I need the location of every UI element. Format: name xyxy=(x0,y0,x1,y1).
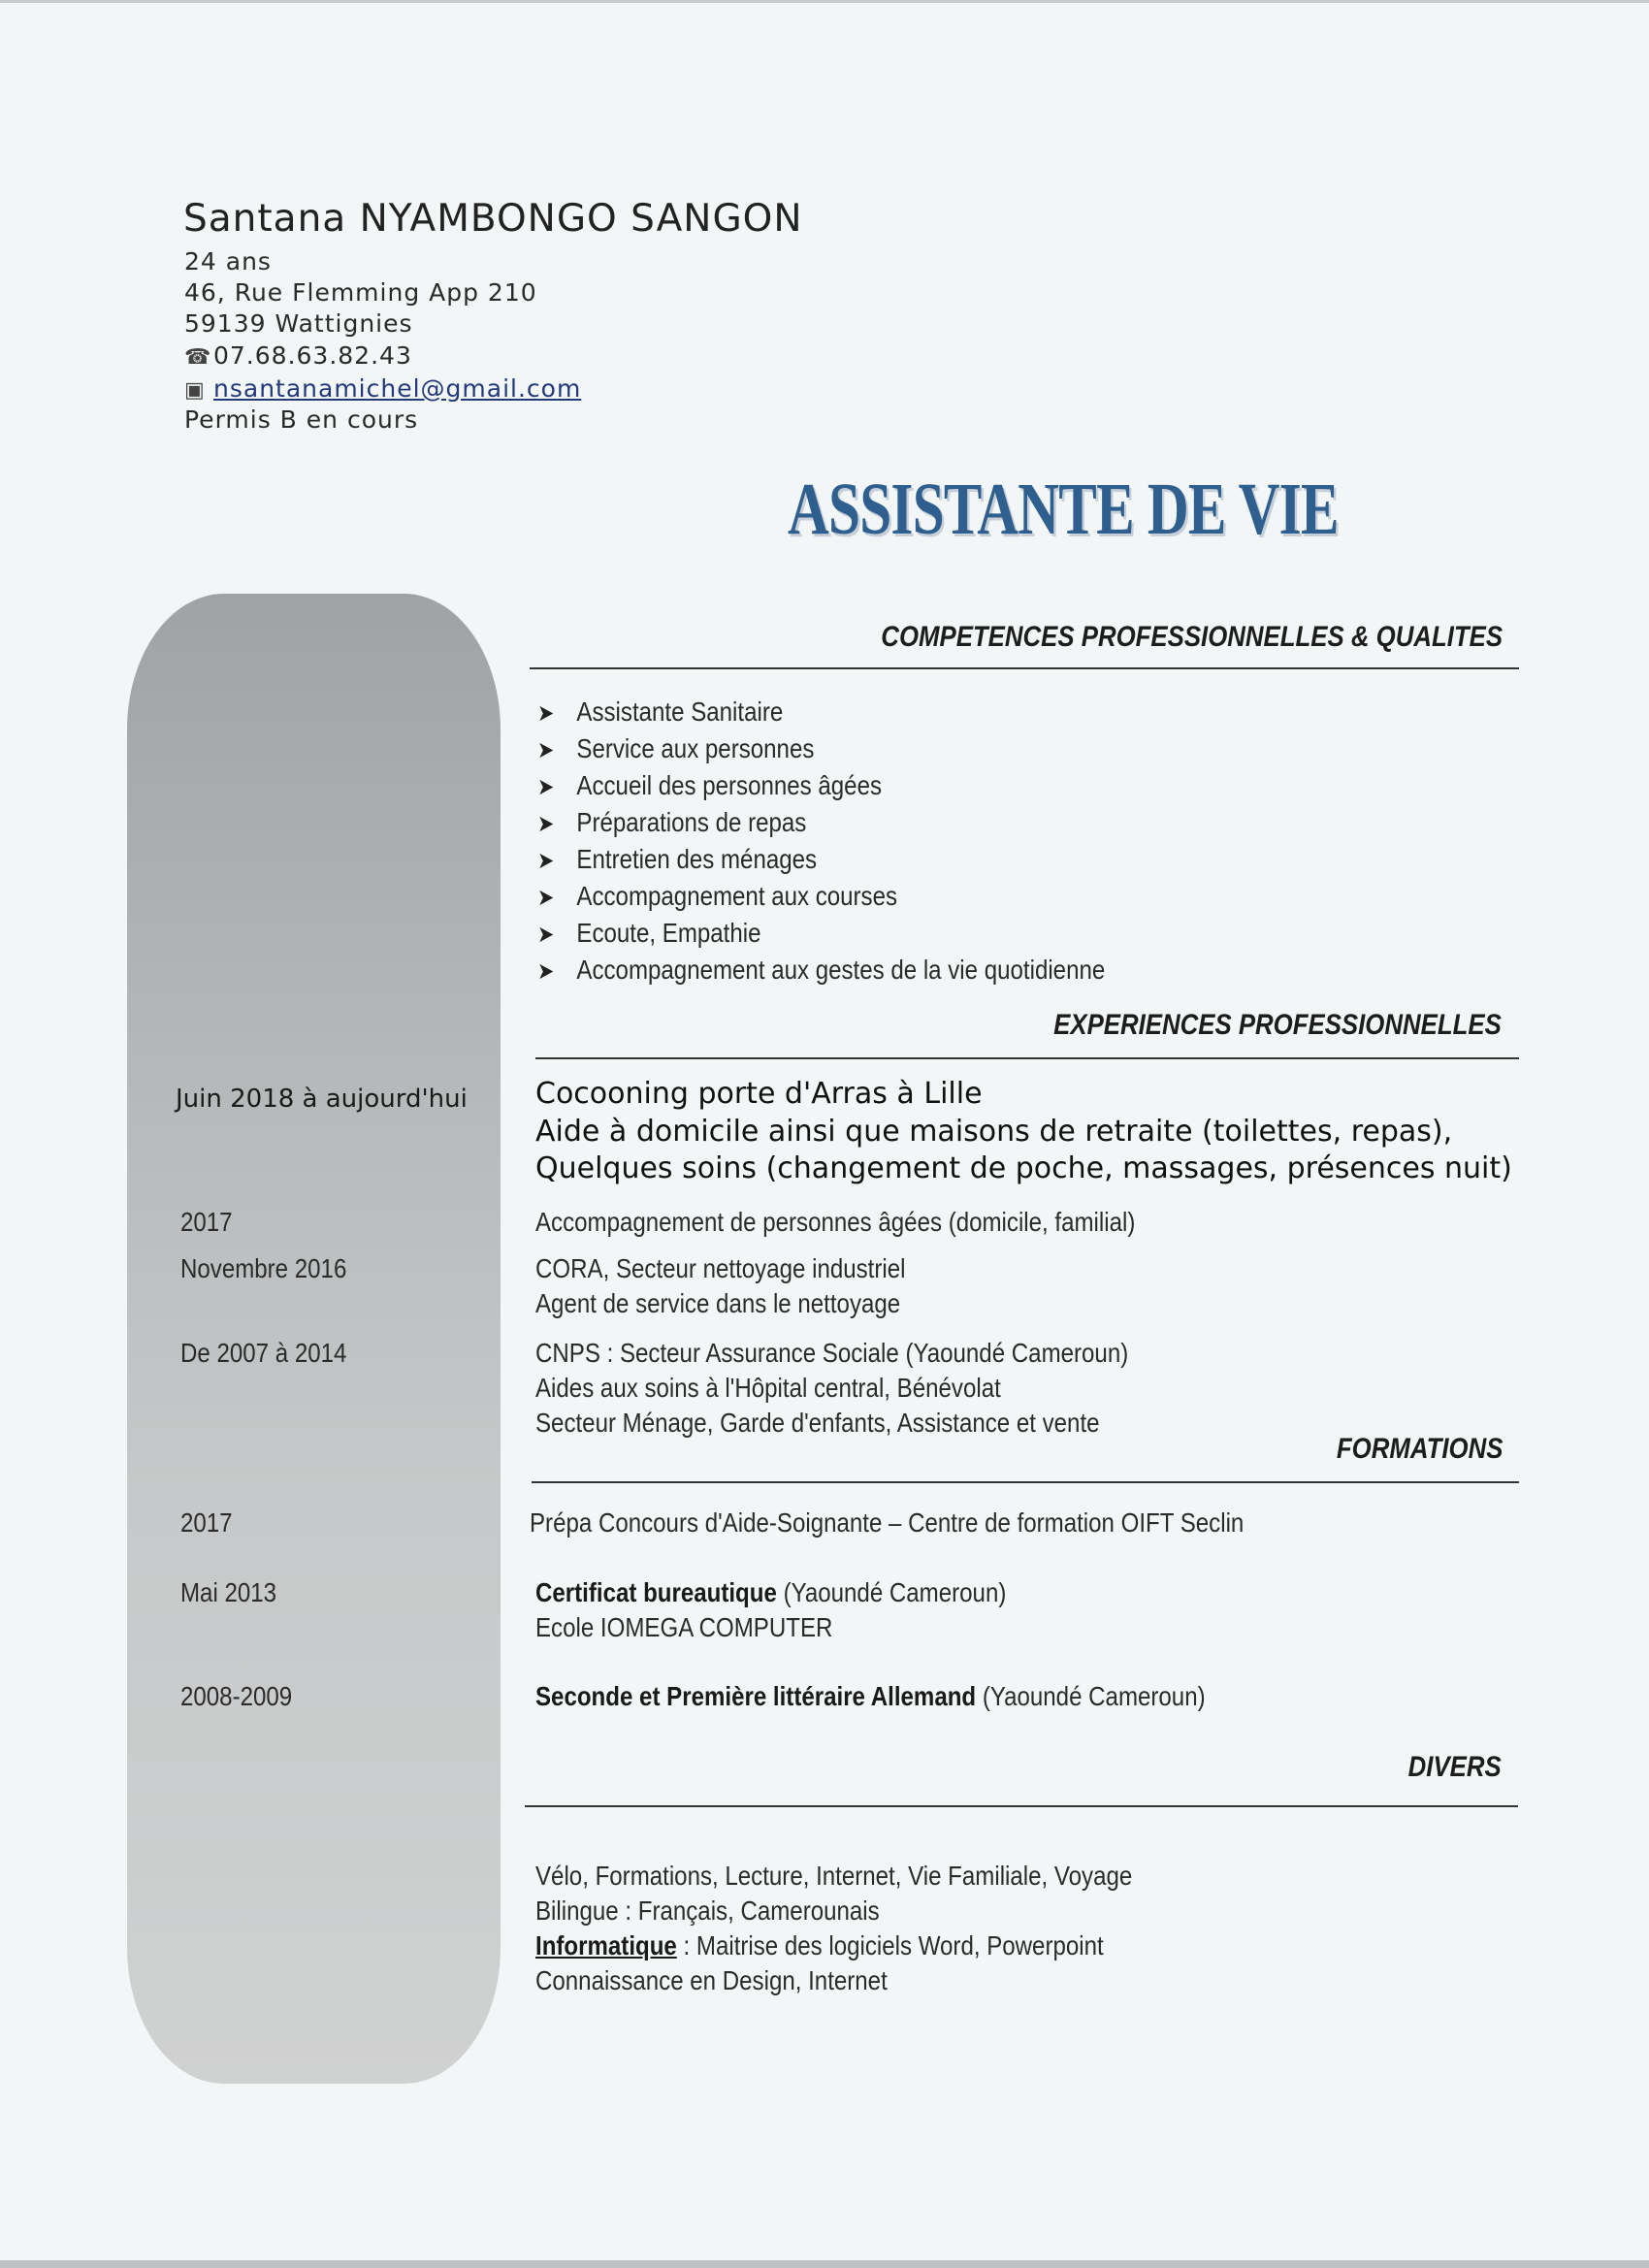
arrow-bullet-icon: ➤ xyxy=(537,774,555,800)
experience-line: Aides aux soins à l'Hôpital central, Bénévolat xyxy=(535,1373,1001,1403)
formation-detail: (Yaoundé Cameroun) xyxy=(976,1681,1206,1711)
divers-line: Connaissance en Design, Internet xyxy=(535,1965,888,1995)
divers-divider xyxy=(525,1805,1518,1807)
divers-heading: DIVERS xyxy=(1407,1751,1502,1783)
experience-divider xyxy=(535,1057,1519,1059)
experience-line: Secteur Ménage, Garde d'enfants, Assistance et vente xyxy=(535,1408,1100,1438)
phone-number: 07.68.63.82.43 xyxy=(213,341,412,370)
divers-line xyxy=(535,1930,1104,1961)
arrow-bullet-icon: ➤ xyxy=(537,737,555,763)
experience-line: Cocooning porte d'Arras à Lille xyxy=(535,1077,983,1111)
experience-line: Aide à domicile ainsi que maisons de retraite (toilettes, repas), xyxy=(535,1115,1453,1149)
arrow-bullet-icon: ➤ xyxy=(537,922,555,948)
email-link[interactable]: nsantanamichel@gmail.com xyxy=(213,374,582,403)
phone-row xyxy=(184,341,412,370)
arrow-bullet-icon: ➤ xyxy=(537,848,555,874)
list-item: ➤ Préparations de repas xyxy=(537,805,1105,842)
skills-heading: COMPETENCES PROFESSIONNELLES & QUALITES xyxy=(881,621,1503,653)
job-title: ASSISTANTE DE VIE xyxy=(788,469,1339,550)
candidate-name: Santana NYAMBONGO SANGON xyxy=(183,197,803,241)
arrow-bullet-icon: ➤ xyxy=(537,700,555,727)
formation-title: Certificat bureautique xyxy=(535,1577,777,1607)
experience-date: De 2007 à 2014 xyxy=(180,1338,347,1368)
experience-line: Accompagnement de personnes âgées (domicile, familial) xyxy=(535,1207,1136,1237)
candidate-age: 24 ans xyxy=(184,247,272,275)
arrow-bullet-icon: ➤ xyxy=(537,958,555,985)
formation-title: Seconde et Première littéraire Allemand xyxy=(535,1681,977,1711)
formations-divider xyxy=(532,1481,1519,1483)
experience-date: 2017 xyxy=(180,1207,233,1237)
formation-line xyxy=(535,1681,1206,1712)
arrow-bullet-icon: ➤ xyxy=(537,811,555,837)
list-item: ➤ Accueil des personnes âgées xyxy=(537,768,1105,805)
arrow-bullet-icon: ➤ xyxy=(537,885,555,911)
driving-license: Permis B en cours xyxy=(184,405,419,434)
computer-icon: ▣ xyxy=(184,378,206,403)
list-item: ➤ Accompagnement aux courses xyxy=(537,879,1105,916)
skills-list xyxy=(537,695,1105,989)
list-item: ➤ Assistante Sanitaire xyxy=(537,695,1105,731)
list-item: ➤ Service aux personnes xyxy=(537,731,1105,768)
formation-line: Ecole IOMEGA COMPUTER xyxy=(535,1612,833,1642)
email-row xyxy=(184,374,581,403)
experience-date: Novembre 2016 xyxy=(180,1253,347,1283)
scan-edge-bottom xyxy=(0,2260,1649,2268)
phone-icon: ☎ xyxy=(184,345,212,370)
experience-line: CNPS : Secteur Assurance Sociale (Yaoundé Cameroun) xyxy=(535,1338,1129,1368)
experience-heading: EXPERIENCES PROFESSIONNELLES xyxy=(1053,1009,1502,1041)
list-item: ➤ Accompagnement aux gestes de la vie quotidienne xyxy=(537,953,1105,989)
formation-detail: (Yaoundé Cameroun) xyxy=(776,1577,1007,1607)
formation-date: 2008-2009 xyxy=(180,1681,293,1711)
divers-line: Vélo, Formations, Lecture, Internet, Vie Familiale, Voyage xyxy=(535,1861,1133,1891)
experience-line: Quelques soins (changement de poche, massages, présences nuit) xyxy=(535,1151,1512,1185)
divers-line: Bilingue : Français, Camerounais xyxy=(535,1895,880,1926)
list-item: ➤ Entretien des ménages xyxy=(537,842,1105,879)
experience-line: CORA, Secteur nettoyage industriel xyxy=(535,1253,906,1283)
formation-line xyxy=(535,1577,1006,1608)
formation-date: Mai 2013 xyxy=(180,1577,277,1607)
it-label: Informatique xyxy=(535,1930,677,1960)
address-line-1: 46, Rue Flemming App 210 xyxy=(184,278,537,307)
address-line-2: 59139 Wattignies xyxy=(184,309,413,338)
skills-divider xyxy=(530,667,1519,669)
formation-line: Prépa Concours d'Aide-Soignante – Centre de formation OIFT Seclin xyxy=(530,1507,1245,1538)
scan-edge-top xyxy=(0,0,1649,3)
formation-date: 2017 xyxy=(180,1507,233,1538)
experience-date: Juin 2018 à aujourd'hui xyxy=(176,1085,468,1114)
experience-line: Agent de service dans le nettoyage xyxy=(535,1288,901,1318)
formations-heading: FORMATIONS xyxy=(1336,1433,1503,1465)
it-text: : Maitrise des logiciels Word, Powerpoint xyxy=(676,1930,1104,1960)
list-item: ➤ Ecoute, Empathie xyxy=(537,916,1105,953)
